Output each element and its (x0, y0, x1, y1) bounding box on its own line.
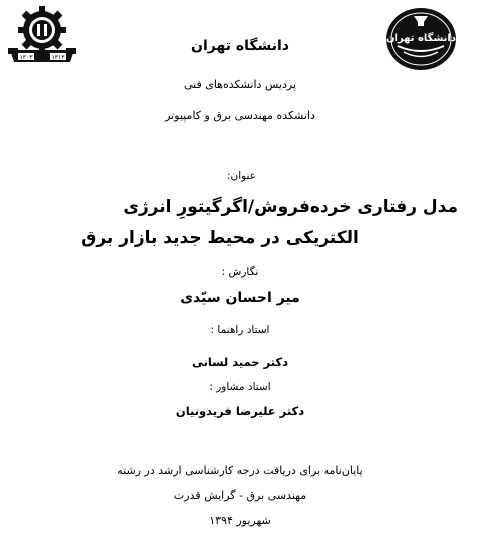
title-label: عنوان: (226, 170, 256, 182)
submission-date: شهریور ۱۳۹۴ (209, 514, 271, 527)
thesis-title-line1: مدل رفتاری خرده‌فروش/اگرگیتورِ انرژی (123, 197, 458, 217)
faculty-name: دانشکده مهندسی برق و کامپیوتر (165, 109, 315, 122)
degree-statement-line2: مهندسی برق - گرایش قدرت (173, 489, 307, 502)
author-label: نگارش : (221, 266, 259, 278)
university-name: دانشگاه تهران (191, 38, 289, 54)
svg-text:۱۳۱۳: ۱۳۱۳ (51, 54, 65, 61)
thesis-title-line2: الکتریکی در محیط جدید بازار برق (81, 228, 359, 248)
engineering-faculty-gear-logo-icon (4, 4, 80, 66)
svg-text:۱۳۰۳: ۱۳۰۳ (19, 54, 33, 61)
advisor-label: استاد مشاور : (209, 381, 271, 393)
author-name: میر احسان سیّدی (180, 290, 300, 306)
degree-statement-line1: پایان‌نامه برای دریافت درجه کارشناسی ارشد در رشته (117, 464, 363, 477)
campus-name: پردیس دانشکده‌های فنی (183, 78, 297, 91)
supervisor-label: استاد راهنما : (210, 324, 270, 336)
seal-caption: دانشگاه تهران (386, 33, 456, 44)
advisor-name: دکتر علیرضا فریدونیان (175, 404, 305, 418)
supervisor-name: دکتر حمید لسانی (191, 355, 289, 369)
